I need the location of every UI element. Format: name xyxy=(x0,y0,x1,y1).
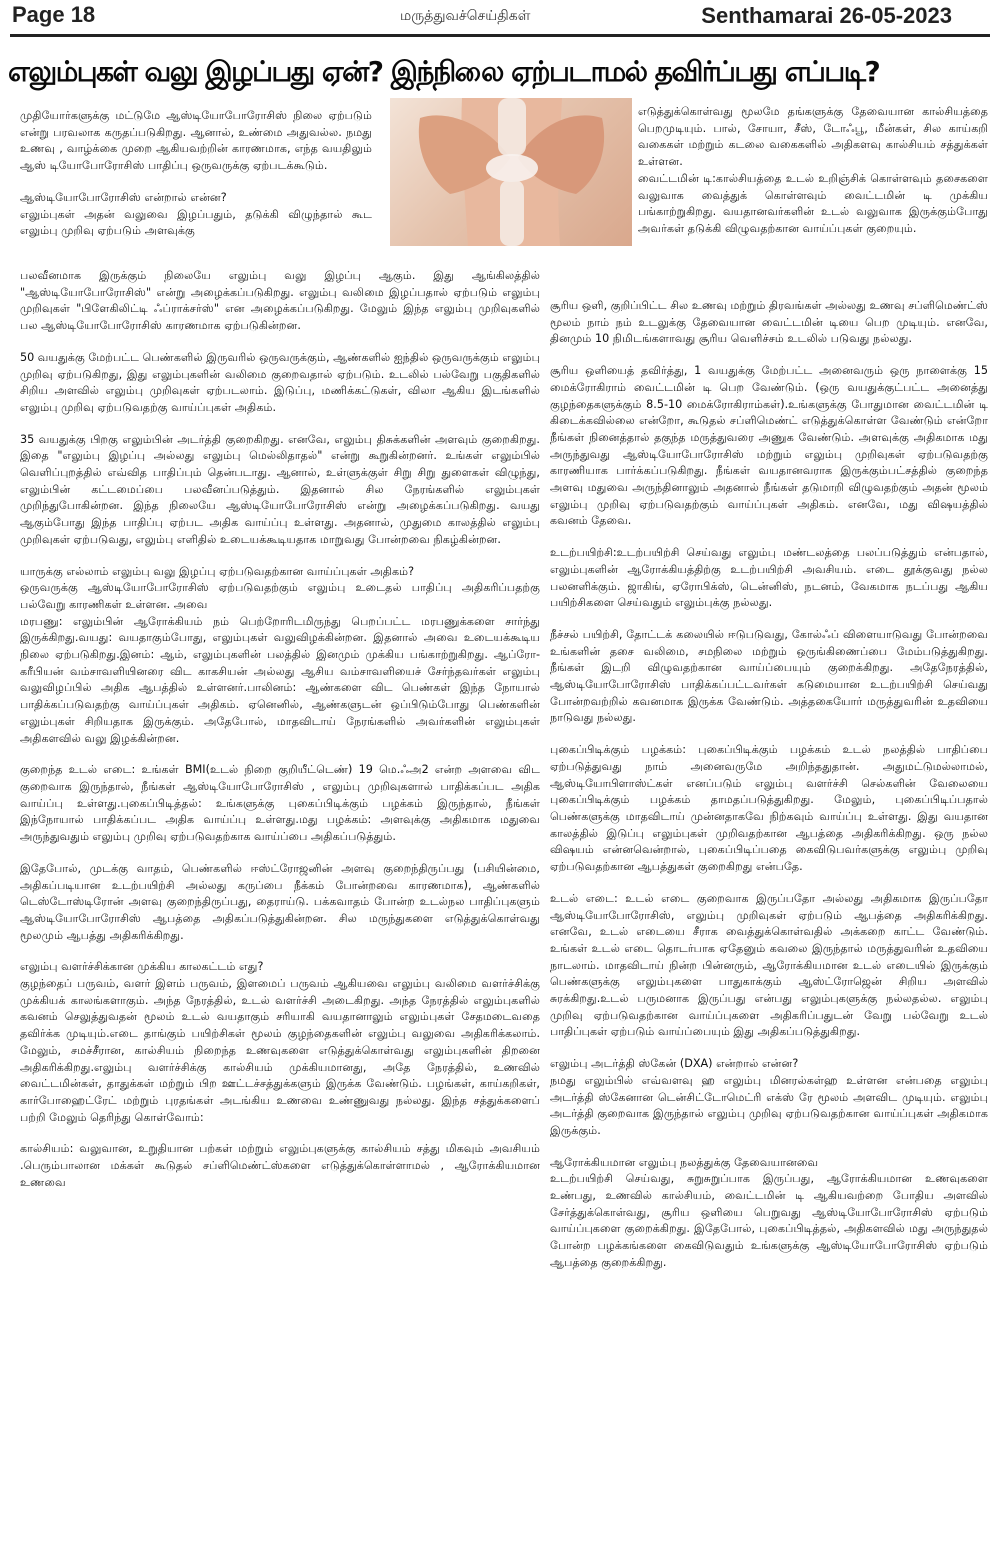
knee-illustration xyxy=(390,98,632,246)
paragraph: நமது எலும்பில் எவ்வளவு ஹ எலும்பு மினரல்கள்ஹ உள்ளன என்பதை எலும்பு அடர்த்தி ஸ்கேனான டென்சிட்டோமெட்ரி எக்ஸ் ரே மூலம் அளவிட முடியும். எலும்பு அடர்த்தி குறைவாக இருந்தால் எலும்பு முறிவு ஏற்படுவதற்கான வாய்ப்புகள் அதிகமாக இருக்கும். xyxy=(550,1073,988,1137)
question-heading: யாருக்கு எல்லாம் எலும்பு வலு இழப்பு ஏற்படுவதற்கான வாய்ப்புகள் அதிகம்? xyxy=(20,564,415,578)
paper-name-date: Senthamarai 26-05-2023 xyxy=(701,3,952,28)
paragraph: புகைப்பிடிக்கும் பழக்கம்: புகைப்பிடிக்கும் பழக்கம் உடல் நலத்தில் பாதிப்பை ஏற்படுத்துவது நாம் அனைவருமே அறிந்ததுதான். அதுமட்டுமல்லாமல், ஆஸ்டியோபிளாஸ்ட்கள் எனப்படும் எலும்பு வளர்ச்சி செல்களின் வேலையை புகைப்பிடிக்கும் பழக்கம் தாமதப்படுத்துகிறது. மேலும், புகைப்பிடிப்பதால் பெண்களுக்கு மாதவிடாய் முன்னதாகவே நிற்கவும் வாய்ப்பு உள்ளது. இது வயதான காலத்தில் இடுப்பு எலும்புகள் முறிவதற்கான ஆபத்தை அதிகரிக்கிறது. ஒரு நல்ல விஷயம் என்னவென்றால், புகைப்பிடிப்பதை கைவிடுபவர்களுக்கு எலும்பு முறிவு ஏற்படுவதற்கான ஆபத்துகள் குறைகிறது என்பதே. xyxy=(550,743,988,874)
right-column-top xyxy=(638,104,988,238)
paragraph: 35 வயதுக்கு பிறகு எலும்பின் அடர்த்தி குறைகிறது. எனவே, எலும்பு திசுக்களின் அளவும் குறைகிறது. இதை "எலும்பு இழப்பு அல்லது எலும்பு மெல்லிதாதல்" என்று கூறுகின்றனர். உங்கள் எலும்பில் வெளிப்புறத்தில் எவ்வித பாதிப்பும் தென்படாது. ஆனால், உள்ளுக்குள் சிறு சிறு துளைகள் விழுந்து, எலும்பின் கட்டமைப்பை பலவீனப்படுத்தும். இதனால் சில நேரங்களில் எலும்புகள் முறிந்துபோகின்றன. இந்த நிலையே ஆஸ்டியோபோரோசிஸ் என்று அழைக்கப்படுகிறது. வயது ஆகும்போது இந்த பாதிப்பு ஏற்பட அதிக வாய்ப்பு உள்ளது. அதனால், முதுமை காலத்தில் எலும்பு முறிவுகள் ஏற்படுவது, எலும்பு எளிதில் உடையக்கூடியதாக மாறுவது போன்றவை நிகழ்கின்றன. xyxy=(20,432,540,546)
knee-joint xyxy=(486,154,538,182)
header-rule xyxy=(10,34,990,37)
question-heading: எலும்பு அடர்த்தி ஸ்கேன் (DXA) என்றால் என்ன? xyxy=(550,1057,799,1071)
paragraph: எலும்புகள் அதன் வலுவை இழப்பதும், தடுக்கி விழுந்தால் கூட எலும்பு முறிவு ஏற்படும் அளவுக்கு xyxy=(20,207,372,238)
paragraph: 50 வயதுக்கு மேற்பட்ட பெண்களில் இருவரில் ஒருவருக்கும், ஆண்களில் ஐந்தில் ஒருவருக்கும் எலும்பு முறிவு ஏற்படுகிறது, இது எலும்புகளின் வலிமை குறைவதால் ஏற்படும். உடலில் பல்வேறு பகுதிகளில் சிறிய அளவில் எலும்பு முறிவுகள் ஏற்படலாம். இடுப்பு, மணிக்கட்டுகள், விலா ஆகிய இடங்களில் எலும்பு முறிவு ஏற்படுவதற்கு வாய்ப்புகள் அதிகம். xyxy=(20,350,540,414)
knee-xray-photo xyxy=(390,98,632,246)
question-heading: ஆரோக்கியமான எலும்பு நலத்துக்கு தேவையானவை xyxy=(550,1155,819,1169)
paragraph: சூரிய ஒளி, குறிப்பிட்ட சில உணவு மற்றும் திரவங்கள் அல்லது உணவு சப்ளிமெண்ட்ஸ் மூலம் நாம் நம் உடலுக்கு தேவையான வைட்டமின் டியை பெற முடியும். எனவே, தினமும் 10 நிமிடங்களாவது சூரிய வெளிச்சம் உடலில் படுவது நல்லது. xyxy=(550,299,988,346)
question-heading: ஆஸ்டியோபோரோசிஸ் என்றால் என்ன? xyxy=(20,190,227,204)
tibia-bone xyxy=(500,180,524,246)
paragraph: குறைந்த உடல் எடை: உங்கள் BMI(உடல் நிறை குறியீட்டெண்) 19 மெ.ஃஅ2 என்ற அளவை விட குறைவாக இருந்தால், நீங்கள் ஆஸ்டியோபோரோசிஸ் , எலும்பு முறிவுகளால் பாதிக்கப்பட அதிக வாய்ப்பு உள்ளது.புகைப்பிடித்தல்: உங்களுக்கு புகைப்பிடிக்கும் பழக்கம் இருந்தால், நீங்கள் இந்நோயால் பாதிக்கப்பட அதிக வாய்ப்பு உள்ளது.மது பழக்கம்: அளவுக்கு அதிகமாக மதுவை அருந்துவதும் எலும்பு முறிவு ஏற்படுவதற்காக வாய்ப்பை அதிகப்படுத்தும். xyxy=(20,763,540,844)
paragraph: உடல் எடை: உடல் எடை குறைவாக இருப்பதோ அல்லது அதிகமாக இருப்பதோ ஆஸ்டியோபோரோசிஸ், எலும்பு முறிவுகள் ஏற்படும் ஆபத்தை அதிகரிக்கிறது. எனவே, உடல் எடையை சீராக வைத்துக்கொள்வதில் அக்கறை காட்ட வேண்டும். உங்கள் உடல் எடை தொடர்பாக ஏதேனும் கவலை இருந்தால் மருத்துவரின் உதவியை நாடலாம். மாதவிடாய் நின்ற பின்னரும், ஆரோக்கியமான உடல் எடையில் இருக்கும் பெண்களுக்கு எலும்புகளை பாதுகாக்கும் ஆஸ்ட்ரோஜென் சிறிய அளவில் சுரக்கிறது.உடல் பருமனாக இருப்பது என்பது எலும்புகளுக்கு நல்லதல்ல. எலும்பு முறிவு ஏற்படுவதற்கான வாய்ப்புகளை அதிகரிப்பதுடன் வேறு பல்வேறு உடல் பாதிப்புகள் ஏற்படும் வாய்ப்பையும் இது அதிகப்படுத்துகிறது. xyxy=(550,891,988,1039)
section-name: மருத்துவச்செய்திகள் xyxy=(400,8,531,24)
paragraph: சூரிய ஒளியைத் தவிர்த்து, 1 வயதுக்கு மேற்பட்ட அனைவரும் ஒரு நாளைக்கு 15 மைக்ரோகிராம் வைட்டமின் டி பெற வேண்டும். (ஒரு வயதுக்குட்பட்ட அனைத்து குழந்தைகளுக்கும் 8.5-10 மைக்ரோகிராம்கள்).உங்களுக்கு போதுமான வைட்டமின் டி கிடைக்கவில்லை என்றோ, கூடுதல் சப்ளிமெண்ட் எடுத்துக்கொள்ள வேண்டும் என்றோ நீங்கள் நினைத்தால் தகுந்த மருத்துவரை அணுக வேண்டும். அளவுக்கு அதிகமாக மது அருந்துவது ஆஸ்டியோபோரோசிஸ் மற்றும் எலும்பு முறிவுகள் ஏற்படுவதற்கு காரணியாக பார்க்கப்படுகிறது. நீங்கள் வயதானவராக இருக்கும்பட்சத்தில் குறைந்த அளவு மதுவை அருந்தினாலும் அதனால் நீங்கள் தடுமாறி விழுவதற்கும் அதன் மூலம் எலும்பு முறிவு ஏற்படுவதற்கும் வாய்ப்புகள் அதிகம். எனவே, மது விஷயத்தில் கவனம் தேவை. xyxy=(550,364,988,528)
paragraph: பலவீனமாக இருக்கும் நிலையே எலும்பு வலு இழப்பு ஆகும். இது ஆங்கிலத்தில் "ஆஸ்டியோபோரோசிஸ்" என்று அழைக்கப்படுகிறது. எலும்பு வலிமை இழப்பதால் ஏற்படும் எலும்பு முறிவுகள் "பிளேகிலிட்டி ஃப்ராக்சர்ஸ்" என அழைக்கப்படுகிறது. மேலும் இந்த எலும்பு முறிவுகளில் பல ஆஸ்டியோபோரோசிஸ் காரணமாக ஏற்படுகின்றன. xyxy=(20,269,540,333)
paragraph: கால்சியம்: வலுவான, உறுதியான பற்கள் மற்றும் எலும்புகளுக்கு கால்சியம் சத்து மிகவும் அவசியம் .பெரும்பாலான மக்கள் கூடுதல் சப்ளிமெண்ட்ஸ்களை எடுத்துக்கொள்ளாமல் , ஆரோக்கியமான உணவை xyxy=(20,1142,540,1189)
left-column-top xyxy=(20,108,372,240)
femur-bone xyxy=(498,98,526,156)
paragraph: உடற்பயிற்சி:உடற்பயிற்சி செய்வது எலும்பு மண்டலத்தை பலப்படுத்தும் என்பதால், எலும்புகளின் ஆரோக்கியத்திற்கு உடற்பயிற்சி அவசியம். எடை தூக்குவது நல்ல பலனளிக்கும். ஜாகிங், ஏரோபிக்ஸ், டென்னிஸ், நடனம், வேகமாக நடப்பது ஆகிய பயிற்சிகளை செய்வதும் எலும்புக்கு நல்லது. xyxy=(550,546,988,610)
paragraph: நீச்சல் பயிற்சி, தோட்டக் கலையில் ஈடுபடுவது, கோல்ஃப் விளையாடுவது போன்றவை உங்களின் தசை வலிமை, சமநிலை மற்றும் ஒருங்கிணைப்பை மேம்படுத்துகிறது. நீங்கள் இடறி விழுவதற்கான வாய்ப்பையும் குறைக்கிறது. அதேநேரத்தில், ஆஸ்டியோபோரோசிஸ் பாதிக்கப்பட்டவர்கள் கடுமையான உடற்பயிற்சி செய்வது போன்றவற்றில் கவனமாக இருக்க வேண்டும். அத்தகையோர் மருத்துவரின் உதவியை நாடுவது நல்லது. xyxy=(550,627,988,725)
question-heading: எலும்பு வளர்ச்சிக்கான முக்கிய காலகட்டம் எது? xyxy=(20,960,264,974)
paragraph: உடற்பயிற்சி செய்வது, சுறுசுறுப்பாக இருப்பது, ஆரோக்கியமான உணவுகளை உண்பது, உணவில் கால்சியம், வைட்டமின் டி ஆகியவற்றை போதிய அளவில் சேர்த்துக்கொள்வது, சூரிய ஒளியை பெறுவது ஆஸ்டியோபோரோசிஸ் ஏற்படும் வாய்ப்புகளை குறைக்கிறது. இதேபோல், புகைப்பிடித்தல், அதிகளவில் மது அருந்துதல் போன்ற பழக்கங்களை கைவிடுவதும் உங்களுக்கு ஆஸ்டியோபோரோசிஸ் ஏற்படும் ஆபத்தை குறைக்கிறது. xyxy=(550,1172,988,1269)
paragraph: வைட்டமின் டி:கால்சியத்தை உடல் உறிஞ்சிக் கொள்ளவும் தசைகளை வலுவாக வைத்துக் கொள்ளவும் வைட்டமின் டி முக்கிய பங்காற்றுகிறது. வயதானவர்களின் உடல் வலுவாக இருக்கும்போது அவர்கள் தடுக்கி விழுவதற்கான வாய்ப்புகள் குறையும். xyxy=(638,171,988,235)
paragraph: மரபணு: எலும்பின் ஆரோக்கியம் நம் பெற்றோரிடமிருந்து பெறப்பட்ட மரபணுக்களை சார்ந்து இருக்கிறது.வயது: வயதாகும்போது, எலும்புகள் வலுவிழக்கின்றன. இதனால் அவை உடையக்கூடிய நிலை ஏற்படுகிறது.இனம்: ஆம், எலும்புகளின் பலத்தில் இனமும் முக்கிய பங்காற்றுகிறது. ஆப்ரோ-கரீபியன் வம்சாவளியினரை விட காகசியன் அல்லது ஆசிய வம்சாவளியைச் சேர்ந்தவர்கள் எலும்பு வலுவிழப்பில் அதிக ஆபத்தில் உள்ளனர்.பாலினம்: ஆண்களை விட பெண்கள் இந்த நோயால் பாதிக்கப்படுவதற்கு வாய்ப்புகள் அதிகம். ஏனெனில், ஆண்களுடன் ஒப்பிடும்போது பெண்களின் எலும்புகள் சிறியதாக இருக்கும். அதேபோல், மாதவிடாய் நேரங்களில் அவர்களின் எலும்புகள் அதிகளவில் வலு இழக்கின்றன. xyxy=(20,614,540,745)
left-column xyxy=(20,248,540,1533)
paragraph: குழந்தைப் பருவம், வளர் இளம் பருவம், இளமைப் பருவம் ஆகியவை எலும்பு வலிமை வளர்ச்சிக்கு முக்கியக் காலங்களாகும். அந்த நேரத்தில், உடல் வளர்ச்சி அடைகிறது. அந்த நேரத்தில் எலும்புகளில் கவனம் செலுத்துவதன் மூலம் உடல் வயதாகும் சரியாகி வயதானாலும் எலும்புகள் சேதமடைவதை தவிர்க்க முடியும்.எடை தாங்கும் பயிற்சிகள் மூலம் குழந்தைகளின் எலும்பு வலுவை அதிகரிக்கலாம். மேலும், சமச்சீரான, கால்சியம் நிறைந்த உணவுகளை எடுத்துக்கொள்வது எலும்புகளின் திறனை அதிகரிக்கிறது.எலும்பு வளர்ச்சிக்கு கால்சியம் முக்கியமானது, அதே நேரத்தில், உணவில் வைட்டமின்கள், தாதுக்கள் மற்றும் பிற ஊட்டச்சத்துக்களும் இருக்க வேண்டும். பழங்கள், காய்கறிகள், கார்போஹைட்ரேட் மற்றும் புரதங்கள் அடங்கிய உணவை உண்ணுவது நல்லது. இந்த சத்துக்களைப் பற்றி மேலும் தெரிந்து கொள்வோம்: xyxy=(20,977,540,1124)
right-column xyxy=(550,298,988,1533)
paragraph: ஒருவருக்கு ஆஸ்டியோபோரோசிஸ் ஏற்படுவதற்கும் எலும்பு உடைதல் பாதிப்பு அதிகரிப்பதற்கு பல்வேறு காரணிகள் உள்ளன. அவை xyxy=(20,581,540,611)
page-header xyxy=(0,0,1000,36)
paragraph: இதேபோல், முடக்கு வாதம், பெண்களில் ஈஸ்ட்ரோஜனின் அளவு குறைந்திருப்பது (பசியின்மை, அதிகப்படியான உடற்பயிற்சி அல்லது கருப்பை நீக்கம் போன்றவை காரணமாக), ஆண்களில் டெஸ்டோஸ்டிரோன் அளவு குறைந்திருப்பது, தைராய்டு. பக்கவாதம் போன்ற உடல்நல பாதிப்புகளும் ஆஸ்டியோபோரோசிஸ் ஆபத்தை அதிகப்படுத்துகின்றன. சில மருந்துகளை எடுத்துக்கொள்வது மூலமும் ஆபத்து அதிகரிக்கிறது. xyxy=(20,861,540,942)
paragraph: எடுத்துக்கொள்வது மூலமே தங்களுக்கு தேவையான கால்சியத்தை பெறமுடியும். பால், சோயா, சீஸ், டோஃபூ, மீன்கள், சில காய்கறி வகைகள் மற்றும் கடலை வகைகளில் அதிகளவு கால்சியம் சத்துக்கள் உள்ளன. xyxy=(638,105,988,169)
page-number: Page 18 xyxy=(12,2,96,27)
intro-paragraph: முதியோர்களுக்கு மட்டுமே ஆஸ்டியோபோரோசிஸ் நிலை ஏற்படும் என்று பரவலாக கருதப்படுகிறது. ஆனால், உண்மை அதுவல்ல. நமது உணவு , வாழ்க்கை முறை ஆகியவற்றின் காரணமாக, எந்த வயதிலும் ஆஸ் டியோபோரோசிஸ் பாதிப்பு ஒருவருக்கு ஏற்படக்கூடும். xyxy=(20,109,372,173)
headline: எலும்புகள் வலு இழப்பது ஏன்? இந்நிலை ஏற்படாமல் தவிர்ப்பது எப்படி? xyxy=(8,55,880,88)
